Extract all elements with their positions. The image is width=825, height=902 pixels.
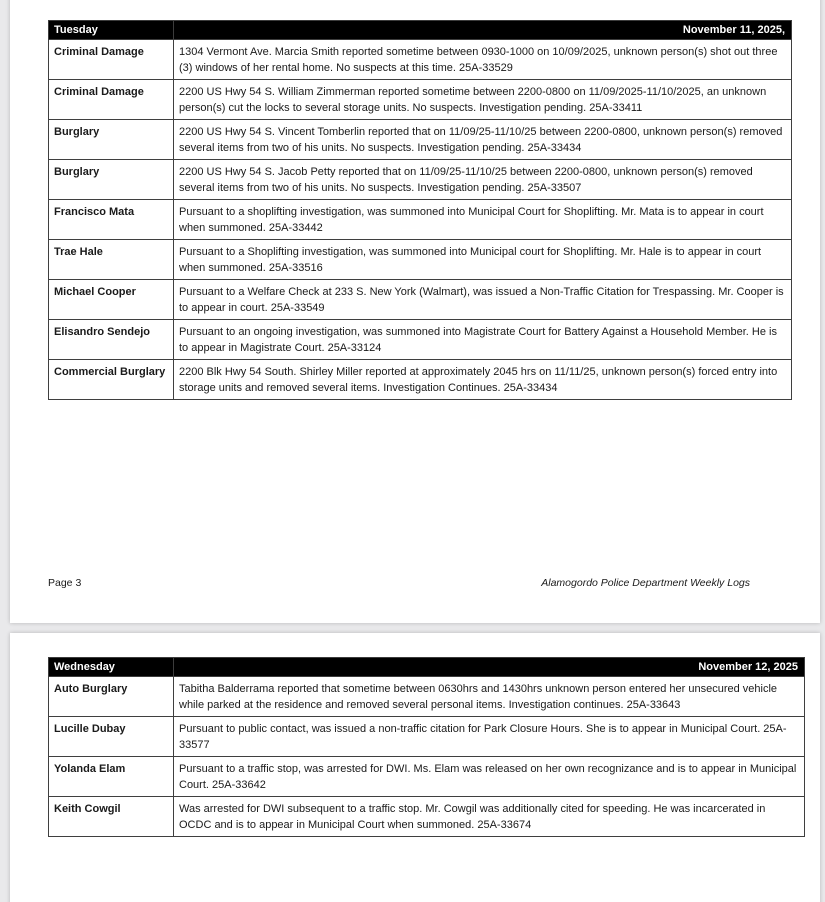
- table-row: [49, 360, 792, 400]
- incident-description: Pursuant to a Welfare Check at 233 S. New York (Walmart), was issued a Non-Traffic Citation for Trespassing. Mr. Cooper is to appear in court. 25A-33549: [174, 280, 792, 320]
- table-row: [49, 80, 792, 120]
- incident-category: Yolanda Elam: [49, 757, 174, 797]
- page-number: Page 3: [48, 577, 82, 589]
- day-header-cell: Wednesday: [49, 658, 174, 677]
- incident-category: Trae Hale: [49, 240, 174, 280]
- table-row: [49, 240, 792, 280]
- document-page-4: [10, 633, 820, 902]
- incident-description: 2200 US Hwy 54 S. Vincent Tomberlin reported that on 11/09/25-11/10/25 between 2200-0800, unknown person(s) removed several items from two of his units. No suspects. Investigation pending. 25A-33434: [174, 120, 792, 160]
- incident-category: Francisco Mata: [49, 200, 174, 240]
- tuesday-log-table: [48, 20, 792, 400]
- incident-category: Burglary: [49, 160, 174, 200]
- incident-category: Commercial Burglary: [49, 360, 174, 400]
- table-row: [49, 160, 792, 200]
- document-page-3: [10, 0, 820, 623]
- table-row: [49, 120, 792, 160]
- incident-description: Was arrested for DWI subsequent to a traffic stop. Mr. Cowgil was additionally cited for speeding. He was incarcerated in OCDC and is to appear in Municipal Court when summoned. 25A-33674: [174, 797, 805, 837]
- incident-description: Pursuant to a traffic stop, was arrested for DWI. Ms. Elam was released on her own recognizance and is to appear in Municipal Court. 25A-33642: [174, 757, 805, 797]
- table-row: [49, 717, 805, 757]
- incident-description: Pursuant to a Shoplifting investigation, was summoned into Municipal court for Shoplifting. Mr. Hale is to appear in court when summoned. 25A-33516: [174, 240, 792, 280]
- incident-category: Lucille Dubay: [49, 717, 174, 757]
- incident-description: 2200 US Hwy 54 S. William Zimmerman reported sometime between 2200-0800 on 11/09/2025-11/10/2025, an unknown person(s) cut the locks to several storage units. No suspects. Investigation pending. 25A-33411: [174, 80, 792, 120]
- incident-description: Pursuant to an ongoing investigation, was summoned into Magistrate Court for Battery Against a Household Member. He is to appear in Magistrate Court. 25A-33124: [174, 320, 792, 360]
- document-title: Alamogordo Police Department Weekly Logs: [541, 577, 750, 589]
- incident-category: Burglary: [49, 120, 174, 160]
- date-header-cell: November 12, 2025: [174, 658, 805, 677]
- table-row: [49, 320, 792, 360]
- incident-description: Tabitha Balderrama reported that sometime between 0630hrs and 1430hrs unknown person entered her unsecured vehicle while parked at the residence and removed several personal items. Investigation continues. 25A-33643: [174, 677, 805, 717]
- table-row: [49, 677, 805, 717]
- incident-category: Elisandro Sendejo: [49, 320, 174, 360]
- incident-category: Keith Cowgil: [49, 797, 174, 837]
- incident-category: Criminal Damage: [49, 40, 174, 80]
- date-header-cell: November 11, 2025,: [174, 21, 792, 40]
- incident-description: 1304 Vermont Ave. Marcia Smith reported sometime between 0930-1000 on 10/09/2025, unknown person(s) shot out three (3) windows of her rental home. No suspects at this time. 25A-33529: [174, 40, 792, 80]
- table-row: [49, 797, 805, 837]
- incident-description: 2200 US Hwy 54 S. Jacob Petty reported that on 11/09/25-11/10/25 between 2200-0800, unknown person(s) removed several items from two of his units. No suspects. Investigation pending. 25A-33507: [174, 160, 792, 200]
- incident-description: 2200 Blk Hwy 54 South. Shirley Miller reported at approximately 2045 hrs on 11/11/25, unknown person(s) forced entry into storage units and removed several items. Investigation Continues. 25A-33434: [174, 360, 792, 400]
- page-footer: [48, 577, 750, 589]
- incident-category: Criminal Damage: [49, 80, 174, 120]
- table-row: [49, 757, 805, 797]
- table-header-row: [49, 658, 805, 677]
- wednesday-log-table: [48, 657, 805, 837]
- table-row: [49, 200, 792, 240]
- incident-category: Auto Burglary: [49, 677, 174, 717]
- table-row: [49, 280, 792, 320]
- incident-category: Michael Cooper: [49, 280, 174, 320]
- incident-description: Pursuant to a shoplifting investigation, was summoned into Municipal Court for Shoplifting. Mr. Mata is to appear in court when summoned. 25A-33442: [174, 200, 792, 240]
- day-header-cell: Tuesday: [49, 21, 174, 40]
- incident-description: Pursuant to public contact, was issued a non-traffic citation for Park Closure Hours. She is to appear in Municipal Court. 25A-33577: [174, 717, 805, 757]
- table-row: [49, 40, 792, 80]
- table-header-row: [49, 21, 792, 40]
